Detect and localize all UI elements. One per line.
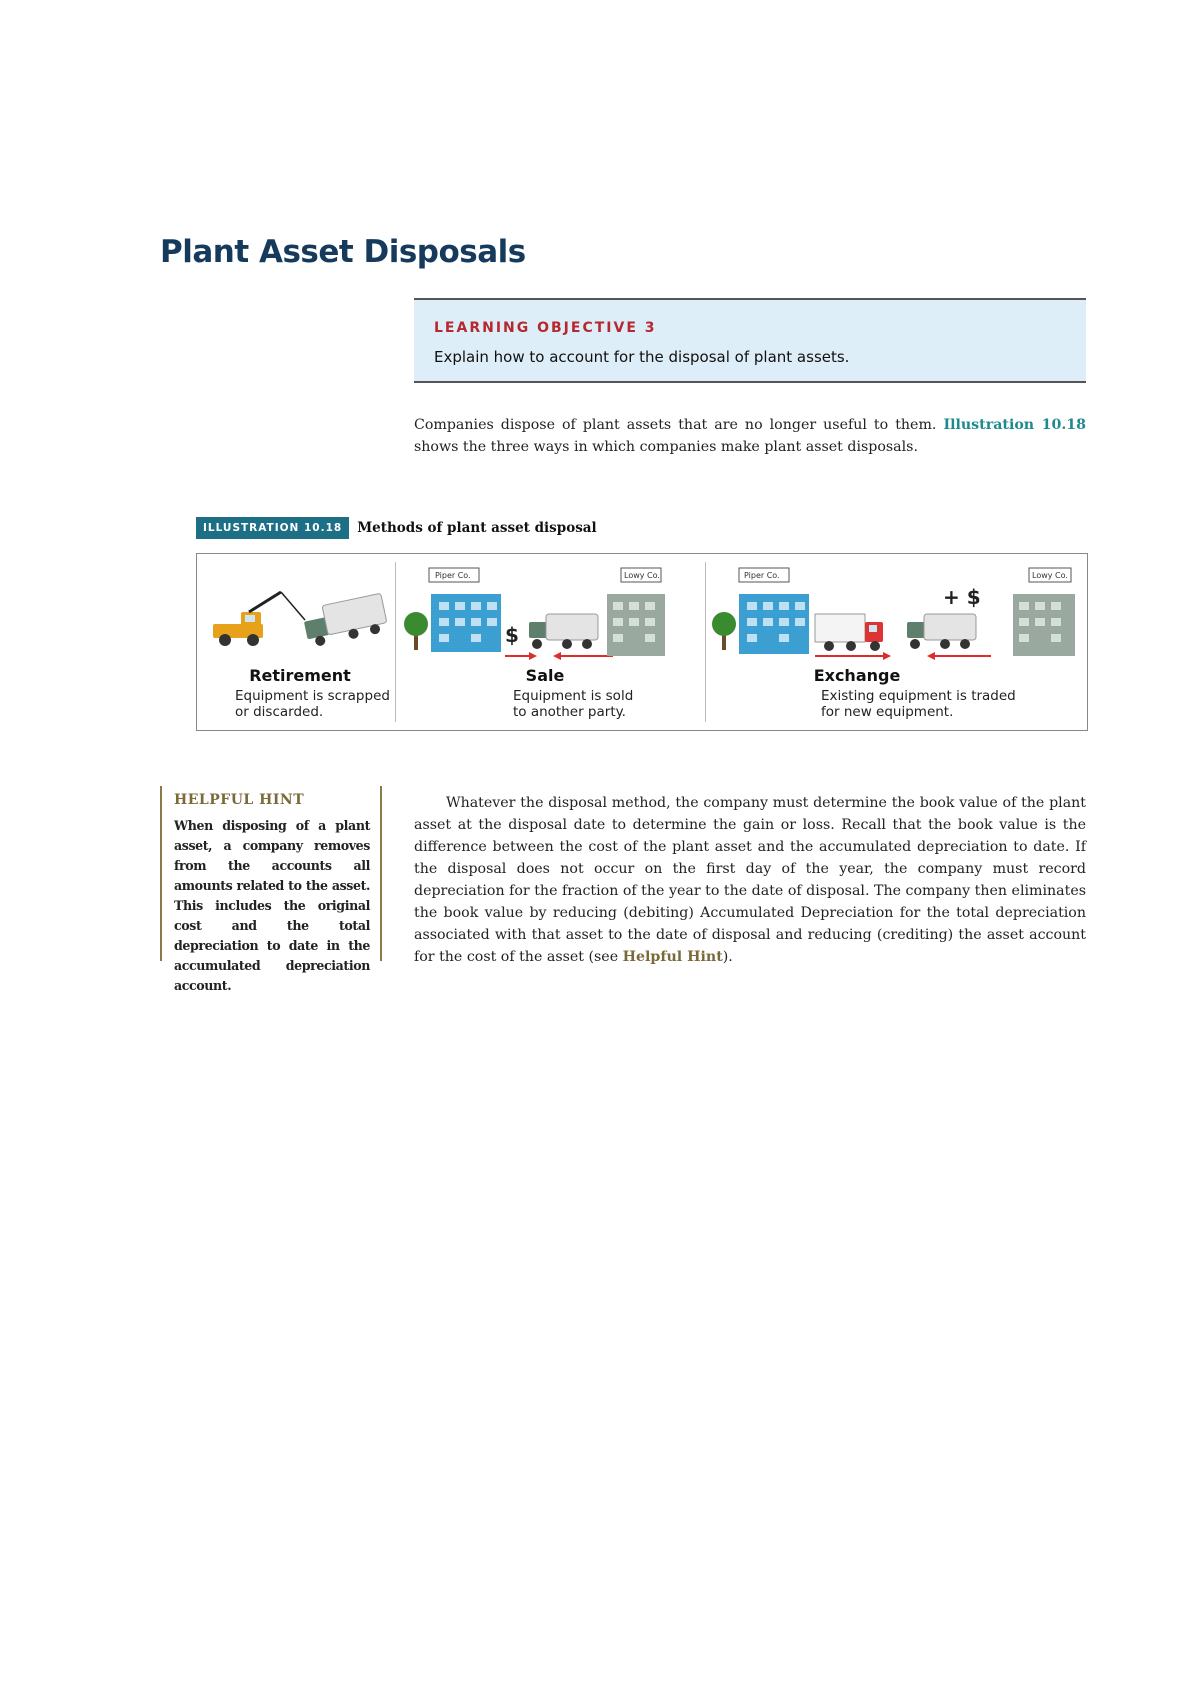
exchange-equipment-icon xyxy=(907,614,976,649)
delivery-truck-icon xyxy=(815,614,883,651)
lowy-building-icon xyxy=(607,568,665,656)
exchange-scene xyxy=(711,560,1083,664)
illustration-link[interactable]: Illustration 10.18 xyxy=(943,417,1087,433)
illustration-caption: Methods of plant asset disposal xyxy=(357,520,597,536)
tow-truck-icon xyxy=(213,592,305,646)
retirement-description: Equipment is scrapped or discarded. xyxy=(235,688,390,720)
piper-building-icon xyxy=(429,568,501,652)
lowy-sign-exchange: Lowy Co. xyxy=(1032,571,1068,580)
sale-description: Equipment is sold to another party. xyxy=(513,688,634,720)
plus-dollar-sign: + $ xyxy=(943,585,981,609)
piper-sign: Piper Co. xyxy=(435,571,471,580)
retirement-scene xyxy=(201,560,397,660)
body-text-end: ). xyxy=(722,949,733,965)
intro-text-before: Companies dispose of plant assets that are no longer useful to them. xyxy=(414,417,944,433)
helpful-hint-reference[interactable]: Helpful Hint xyxy=(622,949,723,965)
sale-equipment-icon xyxy=(529,614,598,649)
lowy-building-icon xyxy=(1013,568,1075,656)
sale-scene xyxy=(401,560,667,664)
section-title: Plant Asset Disposals xyxy=(160,234,526,270)
scrap-equipment-icon xyxy=(301,593,388,648)
helpful-hint-title: HELPFUL HINT xyxy=(174,792,305,808)
tree-icon xyxy=(404,612,428,650)
exchange-title: Exchange xyxy=(813,666,901,685)
dollar-sign: $ xyxy=(505,623,519,647)
learning-objective-box xyxy=(414,298,1086,383)
intro-text-after: shows the three ways in which companies make plant asset disposals. xyxy=(414,439,918,455)
illustration-header xyxy=(196,516,597,540)
helpful-hint-sidebar xyxy=(160,786,382,993)
piper-building-icon xyxy=(739,568,809,654)
tree-icon xyxy=(712,612,736,650)
illustration-tag: ILLUSTRATION 10.18 xyxy=(196,517,349,539)
learning-objective-text: Explain how to account for the disposal of plant assets. xyxy=(434,348,850,366)
helpful-hint-text: When disposing of a plant asset, a company removes from the accounts all amounts related to the asset. This includes the original cost and the total depreciation to date in the accumulated depreciation account. xyxy=(174,818,370,993)
body-text: Whatever the disposal method, the company must determine the book value of the plant asset at the disposal date to determine the gain or loss. Recall that the book value is the difference between the cost of the plant asset and the accumulated depreciation to date. If the disposal does not occur on the first day of the year, the company must record depreciation for the fraction of the year to the date of disposal. The company then eliminates the book value by reducing (debiting) Accumulated Depreciation for the total depreciation associated with that asset to the date of disposal and reducing (crediting) the asset account for the cost of the asset (see xyxy=(414,795,1086,965)
illustration-figure xyxy=(196,553,1088,731)
piper-sign-exchange: Piper Co. xyxy=(744,571,780,580)
retirement-title: Retirement xyxy=(249,666,351,685)
exchange-description: Existing equipment is traded for new equipment. xyxy=(821,688,1016,720)
intro-paragraph xyxy=(414,414,1086,458)
lowy-sign: Lowy Co. xyxy=(624,571,660,580)
learning-objective-label: LEARNING OBJECTIVE 3 xyxy=(434,320,657,336)
body-paragraph xyxy=(414,792,1086,968)
sale-title: Sale xyxy=(525,666,565,685)
